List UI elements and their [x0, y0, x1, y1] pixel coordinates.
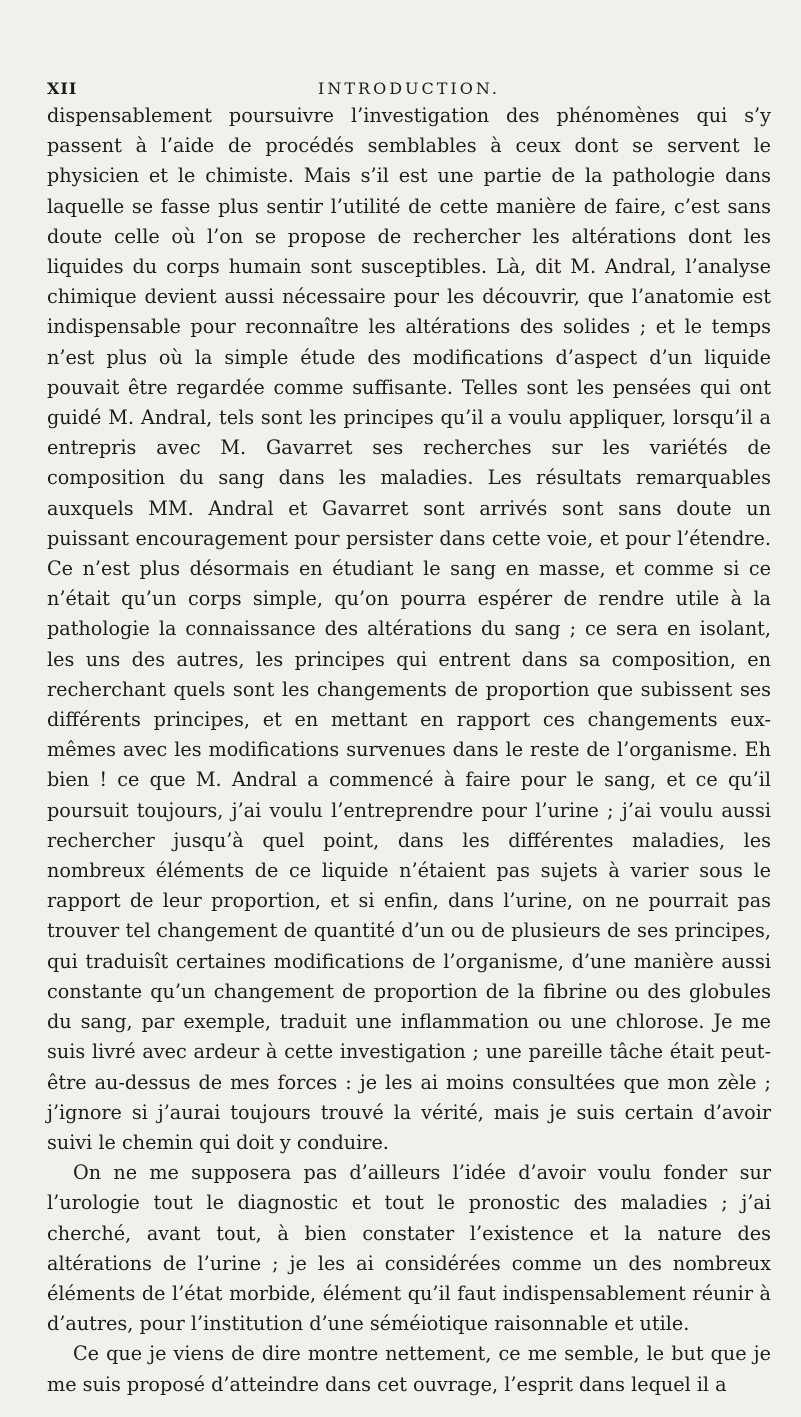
paragraph-1: dispensablement poursuivre l’investigation des phénomènes qui s’y passent à l’aide de procédés semblables à ceux dont se servent le physicien et le chimiste. Mais s’il est une partie de la pathologie dans laquelle se fasse plus sentir l’utilité de cette manière de faire, c’est sans doute celle où l’on se propose de rechercher les altérations dont les liquides du corps humain sont susceptibles. Là, dit M. Andral, l’analyse chimique devient aussi nécessaire pour les découvrir, que l’anatomie est indispensable pour reconnaître les altérations des solides ; et le temps n’est plus où la simple étude des modifications d’aspect d’un liquide pouvait être regardée comme suffisante. Telles sont les pensées qui ont guidé M. Andral, tels sont les principes qu’il a voulu appliquer, lorsqu’il a entrepris avec M. Gavarret ses recherches sur les variétés de composition du sang dans les maladies. Les résultats remarquables auxquels MM. Andral et Gavarret sont arrivés sont sans doute un puissant encouragement pour persister dans cette voie, et pour l’étendre. Ce n’est plus désormais en étudiant le sang en masse, et comme si ce n’était qu’un corps simple, qu’on pourra espérer de rendre utile à la pathologie la connaissance des altérations du sang ; ce sera en isolant, les uns des autres, les principes qui entrent dans sa composition, en recherchant quels sont les changements de proportion que subissent ses différents principes, et en mettant en rapport ces changements eux-mêmes avec les modifications survenues dans le reste de l’organisme. Eh bien ! ce que M. Andral a commencé à faire pour le sang, et ce qu’il poursuit toujours, j’ai voulu l’entreprendre pour l’urine ; j’ai voulu aussi rechercher jusqu’à quel point, dans les différentes maladies, les nombreux éléments de ce liquide n’étaient pas sujets à varier sous le rapport de leur proportion, et si enfin, dans l’urine, on ne pourrait pas trouver tel changement de quantité d’un ou de plusieurs de ses principes, qui traduisît certaines modifications de l’organisme, d’une manière aussi constante qu’un changement de proportion de la fibrine ou des globules du sang, par exemple, traduit une inflammation ou une chlorose. Je me suis livré avec ardeur à cette investigation ; une pareille tâche était peut-être au-dessus de mes forces : je les ai moins consultées que mon zèle ; j’ignore si j’aurai toujours trouvé la vérité, mais je suis certain d’avoir suivi le chemin qui doit y conduire. [47, 104, 771, 1154]
body-text [47, 101, 771, 1400]
paragraph-3: Ce que je viens de dire montre nettement, ce me semble, le but que je me suis proposé d’atteindre dans cet ouvrage, l’esprit dans lequel il a [47, 1342, 771, 1396]
chapter-title: INTRODUCTION. [318, 79, 500, 98]
page-number: XII [47, 79, 78, 98]
running-head [47, 79, 771, 101]
paragraph-2: On ne me supposera pas d’ailleurs l’idée d’avoir voulu fonder sur l’urologie tout le diagnostic et tout le pronostic des maladies ; j’ai cherché, avant tout, à bien constater l’existence et la nature des altérations de l’urine ; je les ai considérées comme un des nombreux éléments de l’état morbide, élément qu’il faut indispensablement réunir à d’autres, pour l’institution d’une séméiotique raisonnable et utile. [47, 1161, 771, 1336]
